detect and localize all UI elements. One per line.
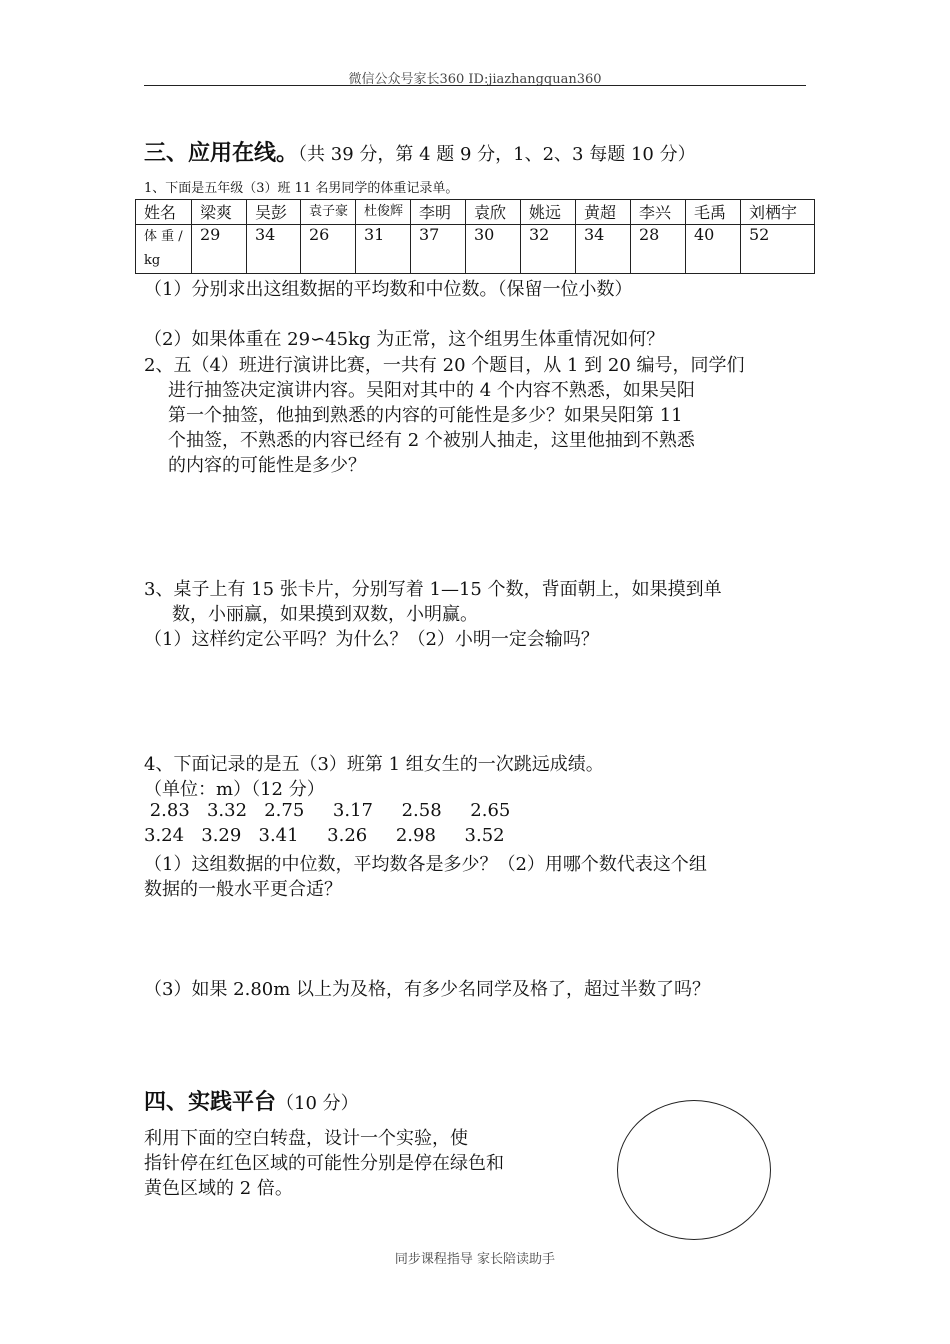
table-cell — [136, 225, 192, 274]
section3-title: 三、应用在线。 — [144, 140, 299, 166]
q3-line: 数，小丽赢，如果摸到双数，小明赢。 — [172, 604, 478, 625]
q2-line: 个抽签，不熟悉的内容已经有 2 个被别人抽走，这里他抽到不熟悉 — [168, 430, 695, 451]
table-cell: 29 — [192, 225, 247, 274]
q4-line: （单位：m）（12 分） — [144, 779, 325, 800]
q4-line: 数据的一般水平更合适？ — [144, 879, 342, 900]
table-cell: 30 — [466, 225, 521, 274]
table-cell: 杜俊辉 — [356, 200, 411, 225]
table-row — [136, 200, 815, 225]
weight-table — [135, 199, 815, 274]
q1-sub1: （1）分别求出这组数据的平均数和中位数。（保留一位小数） — [144, 279, 633, 300]
section4-line: 指针停在红色区域的可能性分别是停在绿色和 — [144, 1153, 504, 1174]
table-cell: 姓名 — [136, 200, 192, 225]
table-cell: 毛禹 — [686, 200, 741, 225]
section4-title: 四、实践平台 — [144, 1089, 277, 1115]
q2-line: 进行抽签决定演讲内容。吴阳对其中的 4 个内容不熟悉，如果吴阳 — [168, 380, 695, 401]
table-cell: 袁子豪 — [301, 200, 356, 225]
table-cell: 34 — [576, 225, 631, 274]
q4-line: （1）这组数据的中位数，平均数各是多少？（2）用哪个数代表这个组 — [144, 854, 707, 875]
q1-intro: 1、下面是五年级（3）班 11 名男同学的体重记录单。 — [144, 181, 459, 196]
table-cell: 李明 — [411, 200, 466, 225]
q4-line: 2.83 3.32 2.75 3.17 2.58 2.65 — [144, 800, 511, 821]
section4-line: 利用下面的空白转盘，设计一个实验，使 — [144, 1128, 468, 1149]
table-cell: 梁爽 — [192, 200, 247, 225]
section4-note: （10 分） — [276, 1093, 359, 1114]
table-cell: 52 — [741, 225, 815, 274]
blank-spinner-circle — [617, 1100, 771, 1240]
q2-line: 2、五（4）班进行演讲比赛，一共有 20 个题目，从 1 到 20 编号，同学们 — [144, 355, 745, 376]
table-cell: 31 — [356, 225, 411, 274]
section3-heading — [144, 136, 696, 167]
table-cell: 34 — [247, 225, 301, 274]
q4-line: 3.24 3.29 3.41 3.26 2.98 3.52 — [144, 825, 505, 846]
table-cell: 26 — [301, 225, 356, 274]
table-cell: 姚远 — [521, 200, 576, 225]
table-cell: 32 — [521, 225, 576, 274]
q2-line: 的内容的可能性是多少？ — [168, 455, 366, 476]
table-cell: 吴彭 — [247, 200, 301, 225]
table-row — [136, 225, 815, 274]
table-cell: 刘栖宇 — [741, 200, 815, 225]
header-rule — [144, 85, 806, 86]
table-cell: 李兴 — [631, 200, 686, 225]
row-label-line1: 体 重 / — [144, 229, 183, 244]
page-header: 微信公众号家长360 ID:jiazhangquan360 — [348, 72, 602, 87]
section4-heading — [144, 1085, 359, 1116]
q4-line: 4、下面记录的是五（3）班第 1 组女生的一次跳远成绩。 — [144, 754, 604, 775]
page-footer: 同步课程指导 家长陪读助手 — [394, 1252, 556, 1267]
table-cell: 37 — [411, 225, 466, 274]
q1-sub2: （2）如果体重在 29∽45kg 为正常，这个组男生体重情况如何？ — [144, 329, 665, 350]
table-cell: 40 — [686, 225, 741, 274]
q2-line: 第一个抽签，他抽到熟悉的内容的可能性是多少？如果吴阳第 11 — [168, 405, 683, 426]
q4-sub3: （3）如果 2.80m 以上为及格，有多少名同学及格了，超过半数了吗？ — [144, 979, 711, 1000]
row-label-line2: kg — [144, 253, 161, 268]
table-cell: 黄超 — [576, 200, 631, 225]
q3-line: 3、桌子上有 15 张卡片，分别写着 1—15 个数，背面朝上，如果摸到单 — [144, 579, 722, 600]
table-cell: 28 — [631, 225, 686, 274]
q3-line: （1）这样约定公平吗？为什么？（2）小明一定会输吗？ — [144, 629, 599, 650]
table-cell: 袁欣 — [466, 200, 521, 225]
section3-note: （共 39 分，第 4 题 9 分，1、2、3 每题 10 分） — [298, 144, 696, 165]
section4-line: 黄色区域的 2 倍。 — [144, 1178, 293, 1199]
